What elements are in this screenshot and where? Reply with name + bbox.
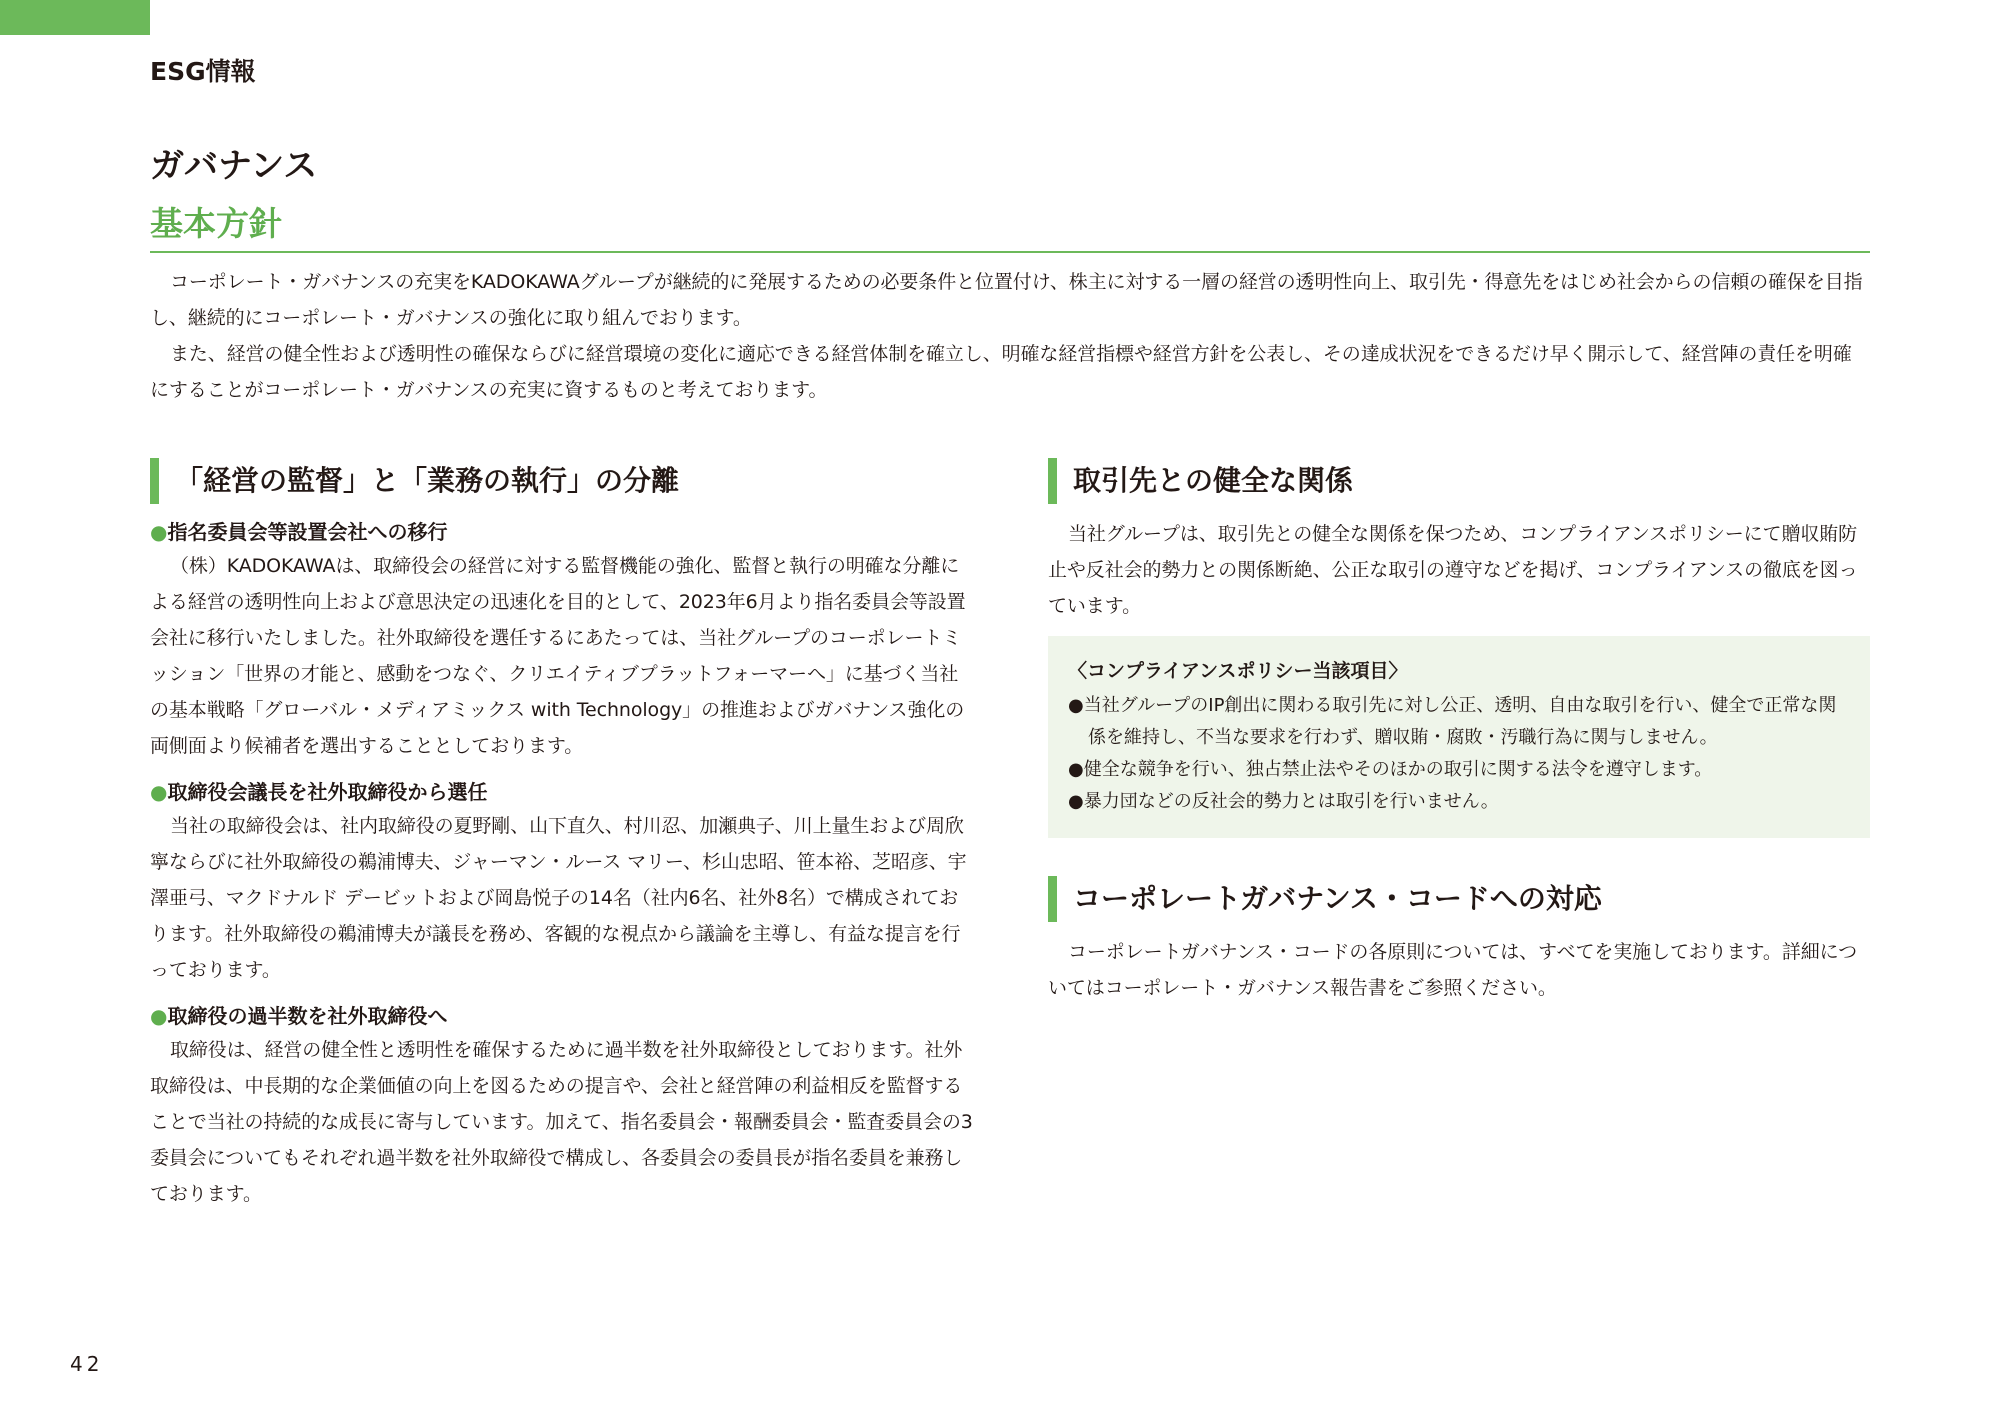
right-column bbox=[1048, 458, 1870, 1018]
heading-separation: 「経営の監督」と「業務の執行」の分離 bbox=[150, 458, 975, 504]
policy-box-title: 〈コンプライアンスポリシー当該項目〉 bbox=[1068, 660, 1408, 682]
separation-block bbox=[150, 776, 975, 988]
policy-item: ●健全な競争を行い、独占禁止法やそのほかの取引に関する法令を遵守します。 bbox=[1068, 759, 1713, 780]
bullet-heading bbox=[150, 776, 975, 808]
section-title-basic-policy: 基本方針 bbox=[150, 198, 1870, 253]
heading-business-partners: 取引先との健全な関係 bbox=[1048, 458, 1870, 504]
basic-policy-intro bbox=[150, 264, 1870, 408]
bullet-heading-text: 取締役会議長を社外取締役から選任 bbox=[167, 780, 488, 804]
separation-block bbox=[150, 1000, 975, 1212]
intro-paragraph: コーポレート・ガバナンスの充実をKADOKAWAグループが継続的に発展するための必要条件と位置付け、株主に対する一層の経営の透明性向上、取引先・得意先をはじめ社会からの信頼の確保を目指し、継続的にコーポレート・ガバナンスの強化に取り組んでおります。 bbox=[150, 271, 1863, 329]
left-column bbox=[150, 458, 975, 1224]
bullet-dot-icon: ● bbox=[150, 520, 168, 544]
bullet-dot-icon: ● bbox=[150, 1004, 168, 1028]
policy-item: ●暴力団などの反社会的勢力とは取引を行いません。 bbox=[1068, 791, 1499, 812]
business-partners-text: 当社グループは、取引先との健全な関係を保つため、コンプライアンスポリシーにて贈収賄防止や反社会的勢力との関係断絶、公正な取引の遵守などを掲げ、コンプライアンスの徹底を図っています。 bbox=[1048, 523, 1858, 617]
intro-paragraph: また、経営の健全性および透明性の確保ならびに経営環境の変化に適応できる経営体制を確立し、明確な経営指標や経営方針を公表し、その達成状況をできるだけ早く開示して、経営陣の責任を明確にすることがコーポレート・ガバナンスの充実に資するものと考えております。 bbox=[150, 343, 1852, 401]
policy-list bbox=[1068, 690, 1850, 818]
category-label: ESG情報 bbox=[150, 57, 256, 86]
body-text: （株）KADOKAWAは、取締役会の経営に対する監督機能の強化、監督と執行の明確な分離による経営の透明性向上および意思決定の迅速化を目的として、2023年6月より指名委員会等設置会社に移行いたしました。社外取締役を選任するにあたっては、当社グループのコーポレートミッション「世界の才能と、感動をつなぐ、クリエイティブプラットフォーマーへ」に基づく当社の基本戦略「グローバル・メディアミックス with Technology」の推進およびガバナンス強化の両側面より候補者を選出することとしております。 bbox=[150, 555, 966, 757]
bullet-dot-icon: ● bbox=[150, 780, 168, 804]
body-text: 当社の取締役会は、社内取締役の夏野剛、山下直久、村川忍、加瀬典子、川上量生および周欣寧ならびに社外取締役の鵜浦博夫、ジャーマン・ルース マリー、杉山忠昭、笹本裕、芝昭彦、宇澤亜弓、マクドナルド デービットおよび岡島悦子の14名（社内6名、社外8名）で構成されております。社外取締役の鵜浦博夫が議長を務め、客観的な視点から議論を主導し、有益な提言を行っております。 bbox=[150, 815, 967, 981]
page-title: ガバナンス bbox=[150, 146, 318, 186]
bullet-heading-text: 指名委員会等設置会社への移行 bbox=[167, 520, 448, 544]
corner-color-tab bbox=[0, 0, 150, 35]
page-number: 42 bbox=[70, 1352, 104, 1376]
compliance-policy-box bbox=[1048, 636, 1870, 838]
bullet-heading-text: 取締役の過半数を社外取締役へ bbox=[167, 1004, 448, 1028]
separation-block bbox=[150, 516, 975, 764]
heading-cg-code: コーポレートガバナンス・コードへの対応 bbox=[1048, 876, 1870, 922]
body-text: 取締役は、経営の健全性と透明性を確保するために過半数を社外取締役としております。社外取締役は、中長期的な企業価値の向上を図るための提言や、会社と経営陣の利益相反を監督することで当社の持続的な成長に寄与しています。加えて、指名委員会・報酬委員会・監査委員会の3委員会についてもそれぞれ過半数を社外取締役で構成し、各委員会の委員長が指名委員を兼務しております。 bbox=[150, 1039, 973, 1205]
bullet-heading bbox=[150, 1000, 975, 1032]
cg-code-text: コーポレートガバナンス・コードの各原則については、すべてを実施しております。詳細についてはコーポレート・ガバナンス報告書をご参照ください。 bbox=[1048, 941, 1858, 999]
policy-item: ●当社グループのIP創出に関わる取引先に対し公正、透明、自由な取引を行い、健全で正常な関係を維持し、不当な要求を行わず、贈収賄・腐敗・汚職行為に関与しません。 bbox=[1068, 695, 1837, 748]
bullet-heading bbox=[150, 516, 975, 548]
